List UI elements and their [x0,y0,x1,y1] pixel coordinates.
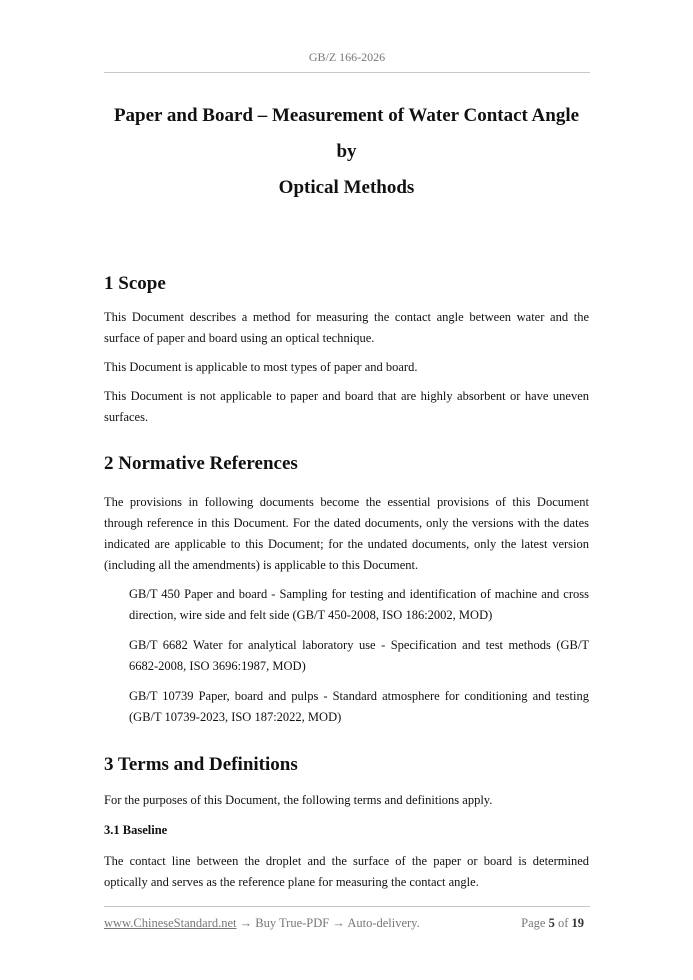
page-label: Page [521,916,546,930]
page-number [521,916,584,931]
arrow-right-icon: → [332,916,345,930]
section-heading-terms-and-definitions: 3 Terms and Definitions [104,754,298,775]
document-title [104,98,589,206]
normative-paragraph-1: The provisions in following documents become the essential provisions of this Document through reference in this Document. For the dated documents, only the versions with the dates indicated are applicable to this Document; for the undated documents, only the latest version (including all the amendments) is applicable to this Document. [104,495,589,572]
reference-item-gbt-10739: GB/T 10739 Paper, board and pulps - Standard atmosphere for conditioning and testing (GB/T 10739-2023, ISO 187:2022, MOD) [129,689,589,724]
buy-true-pdf-text: Buy True-PDF [255,916,330,930]
section-heading-normative-references: 2 Normative References [104,453,298,474]
current-page-number: 5 [548,916,555,930]
arrow-right-icon: → [239,916,253,930]
footer-promo [104,916,420,931]
reference-item-gbt-450: GB/T 450 Paper and board - Sampling for testing and identification of machine and cross direction, wire side and felt side (GB/T 450-2008, ISO 186:2002, MOD) [129,587,589,622]
site-link[interactable]: www.ChineseStandard.net [104,916,237,930]
footer-divider [104,906,590,907]
total-page-count: 19 [571,916,584,930]
page-content [104,98,589,893]
auto-delivery-text: Auto-delivery. [347,916,420,930]
document-title-line-2: Optical Methods [278,177,415,198]
page-of-label: of [557,916,569,930]
header-divider [104,72,590,73]
scope-paragraph-3: This Document is not applicable to paper and board that are highly absorbent or have uneven surfaces. [104,389,589,424]
scope-paragraph-1: This Document describes a method for measuring the contact angle between water and the surface of paper and board using an optical technique. [104,310,589,345]
document-title-line-1: Paper and Board – Measurement of Water Contact Angle by [113,105,580,162]
section-heading-scope: 1 Scope [104,273,166,294]
reference-item-gbt-6682: GB/T 6682 Water for analytical laboratory use - Specification and test methods (GB/T 6682-2008, ISO 3696:1987, MOD) [129,638,589,673]
scope-paragraph-2: This Document is applicable to most types of paper and board. [104,360,418,374]
term-heading-baseline: 3.1 Baseline [104,823,168,837]
document-code-header: GB/Z 166-2026 [308,50,386,64]
term-definition-baseline: The contact line between the droplet and the surface of the paper or board is determined optically and serves as the reference plane for measuring the contact angle. [104,854,589,889]
terms-paragraph-1: For the purposes of this Document, the following terms and definitions apply. [104,793,493,807]
